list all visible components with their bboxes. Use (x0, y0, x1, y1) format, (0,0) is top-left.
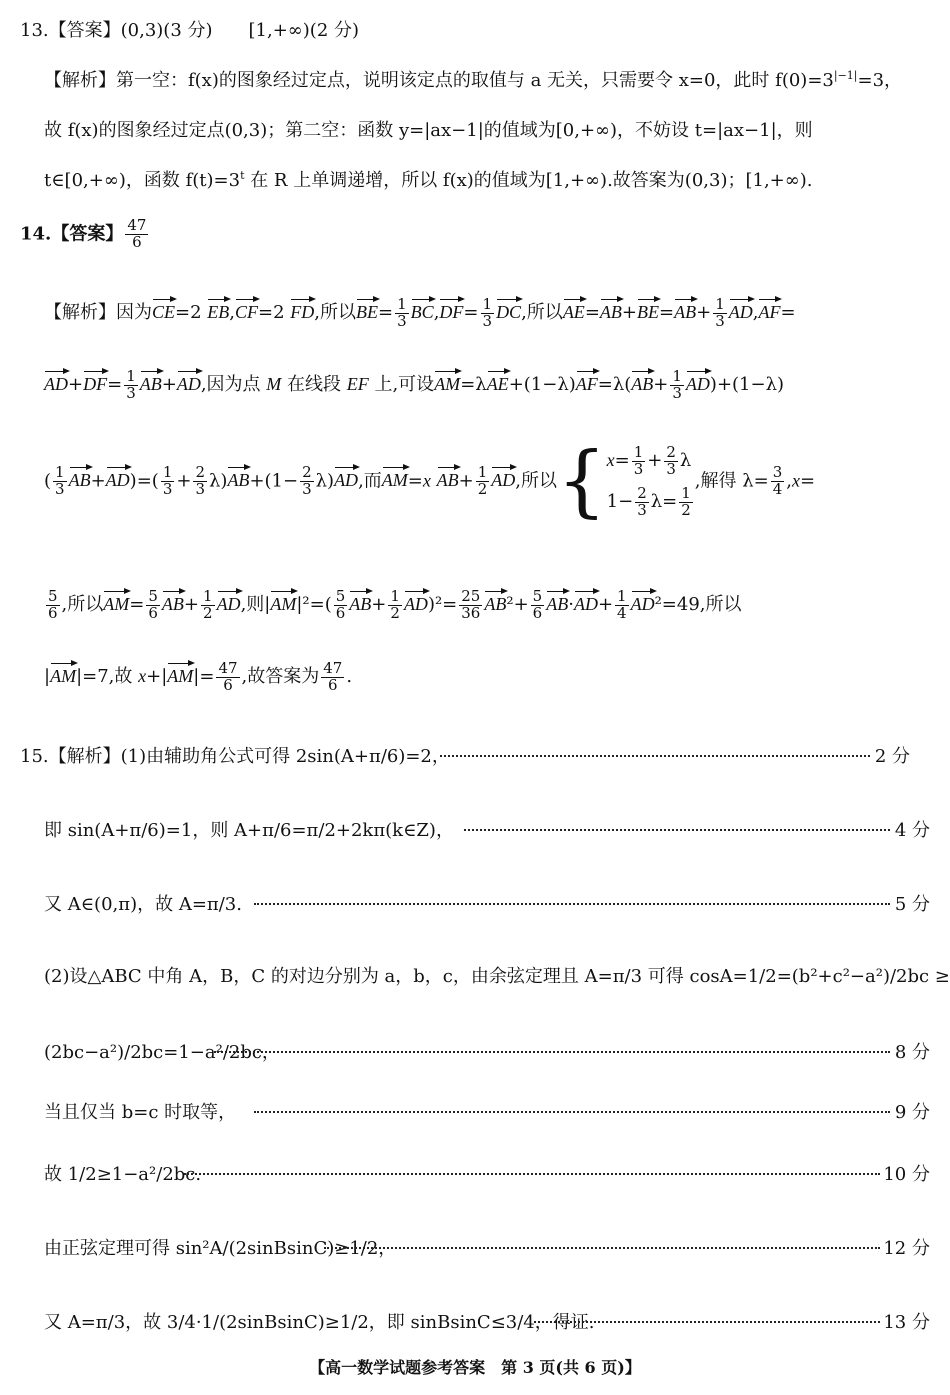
page-footer: 【高一数学试题参考答案 第 3 页(共 6 页)】 (309, 1358, 641, 1377)
q14-analysis-line5: |AM|=7,故 x+|AM|= $\frac{47}{6}$ ,故答案为 $\frac{47}{6}$ . (44, 658, 353, 694)
q13-answer: 13.【答案】(0,3)(3 分) [1,+∞)(2 分) (20, 20, 360, 41)
q15-line7: 故 1/2≥1−a²/2bc. 10 分 (44, 1164, 930, 1185)
q14-analysis-line4: $\frac{5}{6}$ ,所以AM= $\frac{5}{6}$ AB+ $\frac{1}{2}$ AD,则|AM|²=( $\frac{5}{6}$ AB+ $\frac{1}{2}$ AD)²= $\frac{25}{36}$ AB²+ $\frac{5}{6}$ AB·AD+ $\frac{1}{4}$ AD²=49,所以 (48, 586, 742, 622)
q15-line6: 当且仅当 b=c 时取等， 9 分 (44, 1102, 930, 1123)
q15-line4: (2)设△ABC 中角 A，B，C 的对边分别为 a，b，c，由余弦定理且 A=π/3 可得 cosA=1/2=(b²+c²−a²)/2bc ≥ (44, 966, 950, 987)
q13-analysis-line3: t∈[0,+∞)，函数 $f(t)=3^t$ 在 R 上单调递增，所以 f(x)的值域为[1,+∞).故答案为(0,3)；[1,+∞). (44, 169, 813, 191)
q15-line2: 即 sin(A+π/6)=1，则 A+π/6=π/2+2kπ(k∈Z)， 4 分 (44, 820, 930, 841)
q15-line9: 又 A=π/3，故 3/4·1/(2sinBsinC)≥1/2，即 sinBsinC≤3/4，得证. 13 分 (44, 1312, 930, 1333)
q15-line8: 由正弦定理可得 sin²A/(2sinBsinC)≥1/2， 12 分 (44, 1238, 930, 1259)
q14-analysis-line2: AD+DF= $\frac{1}{3}$ AB+AD,因为点 M 在线段 EF 上,可设AM=λAE+(1−λ)AF=λ(AB+ $\frac{1}{3}$ AD)+(1−λ) (44, 366, 785, 402)
q15-line3: 又 A∈(0,π)，故 A=π/3. 5 分 (44, 894, 930, 915)
q14-analysis-line1: 【解析】因为CE=2 EB,CF=2 FD,所以BE= $\frac{1}{3}$ BC,DF= $\frac{1}{3}$ DC,所以AE=AB+BE=AB+ $\frac{1}{3}$ AD,AF= (44, 294, 796, 330)
q14-analysis-line3: ( $\frac{1}{3}$ AB+AD)=( $\frac{1}{3}$ + $\frac{2}{3}$ λ)AB+(1− $\frac{2}{3}$ λ)AD,而AM=x AB+ $\frac{1}{2}$ AD,所以{x= $\frac{1}{3}$ + $\frac{2}{3}$ λ 1− $\frac{2}{3}$ λ= $\frac{1}{2}$ ,解得 λ= $\frac{3}{4}$ ,x= (44, 436, 816, 527)
q13-analysis-line2: 故 f(x)的图象经过定点(0,3)；第二空：函数 y=|ax−1|的值域为[0,+∞)，不妨设 t=|ax−1|，则 (44, 120, 813, 141)
q13-analysis-line1: 【解析】第一空：f(x)的图象经过定点，说明该定点的取值与 a 无关，只需要令 x=0，此时 $f(0)=3^{|-1|}=3$， (44, 69, 903, 91)
q14-answer: 14.【答案】 $\frac{47}{6}$ (20, 216, 147, 251)
q15-line5: (2bc−a²)/2bc=1−a²/2bc， 8 分 (44, 1042, 930, 1063)
q15-line1: 15.【解析】(1)由辅助角公式可得 2sin(A+π/6)=2， 2 分 (20, 746, 910, 767)
